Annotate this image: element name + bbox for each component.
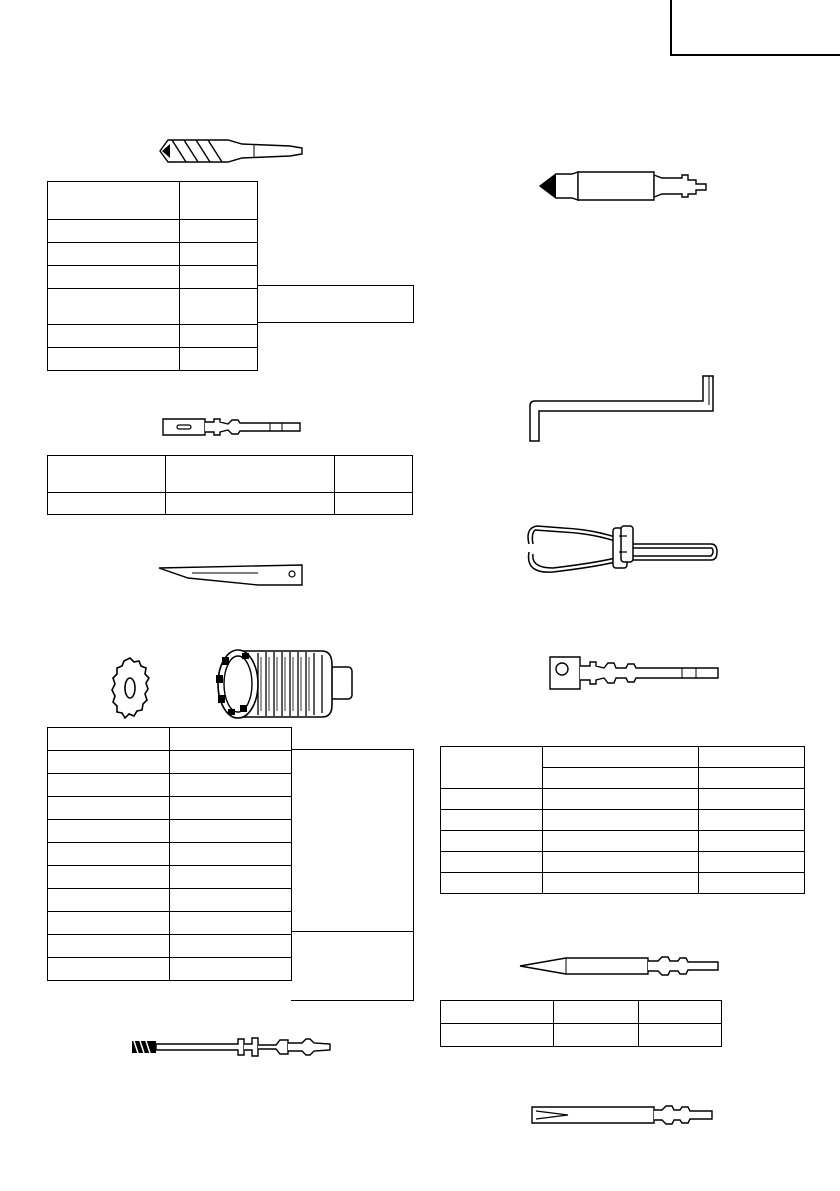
table-cell bbox=[48, 866, 170, 889]
table-cell bbox=[48, 289, 180, 325]
table-cell bbox=[166, 456, 335, 493]
table-cell bbox=[441, 873, 543, 894]
grip-adapter-illustration bbox=[548, 655, 720, 691]
table-cell bbox=[543, 810, 699, 831]
table-cell bbox=[170, 728, 292, 751]
table-cell bbox=[699, 810, 805, 831]
bull-point-table bbox=[440, 1000, 722, 1047]
taper-shank-adapter-table bbox=[47, 455, 413, 515]
table-cell bbox=[170, 958, 292, 981]
table-cell bbox=[543, 768, 699, 789]
table-cell bbox=[543, 831, 699, 852]
grip-adapter-table bbox=[440, 746, 805, 894]
table-cell bbox=[48, 493, 166, 515]
table-cell bbox=[639, 1001, 722, 1024]
cotter-illustration bbox=[158, 563, 304, 587]
table-cell bbox=[180, 289, 258, 325]
table-cell bbox=[699, 852, 805, 873]
grip-clip-illustration bbox=[523, 522, 719, 578]
bull-point-illustration bbox=[518, 953, 720, 979]
table-cell bbox=[554, 1001, 639, 1024]
corner-tab-box bbox=[670, 0, 840, 56]
table-cell bbox=[699, 768, 805, 789]
table-cell bbox=[543, 789, 699, 810]
table-cell bbox=[180, 182, 258, 220]
table-cell bbox=[639, 1024, 722, 1047]
table-cell bbox=[699, 789, 805, 810]
core-bit-table-side-cell-upper bbox=[291, 749, 414, 932]
table-cell bbox=[170, 866, 292, 889]
core-bit-illustration bbox=[212, 645, 354, 723]
table-cell bbox=[441, 810, 543, 831]
table-cell bbox=[170, 889, 292, 912]
table-cell bbox=[48, 935, 170, 958]
drill-bit-table-side-cell bbox=[257, 285, 414, 323]
table-cell bbox=[48, 456, 166, 493]
guide-plate-illustration bbox=[110, 656, 150, 722]
table-cell bbox=[441, 789, 543, 810]
table-cell bbox=[554, 1024, 639, 1047]
table-cell bbox=[48, 220, 180, 243]
table-cell bbox=[441, 852, 543, 873]
table-cell bbox=[180, 243, 258, 266]
table-cell bbox=[48, 182, 180, 220]
table-cell bbox=[48, 774, 170, 797]
table-cell bbox=[48, 797, 170, 820]
table-cell bbox=[170, 935, 292, 958]
table-cell bbox=[166, 493, 335, 515]
adapter-illustration bbox=[538, 170, 708, 202]
table-cell bbox=[48, 843, 170, 866]
table-cell bbox=[180, 348, 258, 371]
table-cell bbox=[180, 266, 258, 289]
center-pin-illustration bbox=[130, 1033, 332, 1061]
table-cell bbox=[699, 873, 805, 894]
table-cell bbox=[699, 831, 805, 852]
table-cell bbox=[48, 348, 180, 371]
table-cell bbox=[170, 843, 292, 866]
table-cell bbox=[335, 456, 413, 493]
table-cell bbox=[170, 774, 292, 797]
table-cell bbox=[699, 747, 805, 768]
table-cell bbox=[170, 797, 292, 820]
table-cell bbox=[543, 852, 699, 873]
table-cell bbox=[335, 493, 413, 515]
table-cell bbox=[170, 751, 292, 774]
table-cell bbox=[170, 912, 292, 935]
table-cell bbox=[48, 325, 180, 348]
table-cell bbox=[48, 266, 180, 289]
table-cell bbox=[48, 820, 170, 843]
hex-wrench-illustration bbox=[527, 373, 717, 443]
core-bit-table-side-cell-lower bbox=[291, 931, 414, 1001]
table-cell bbox=[48, 889, 170, 912]
table-cell bbox=[543, 873, 699, 894]
table-cell bbox=[543, 747, 699, 768]
drill-bit-illustration bbox=[158, 136, 304, 166]
table-cell bbox=[180, 220, 258, 243]
cold-chisel-illustration bbox=[530, 1103, 714, 1127]
table-cell bbox=[48, 912, 170, 935]
table-cell bbox=[441, 1001, 554, 1024]
table-cell bbox=[48, 243, 180, 266]
taper-shank-adapter-illustration bbox=[162, 414, 302, 440]
table-cell bbox=[48, 958, 170, 981]
table-cell bbox=[48, 728, 170, 751]
table-cell bbox=[48, 751, 170, 774]
table-cell bbox=[441, 747, 543, 789]
table-cell bbox=[441, 1024, 554, 1047]
table-cell bbox=[170, 820, 292, 843]
table-cell bbox=[441, 831, 543, 852]
table-cell bbox=[180, 325, 258, 348]
